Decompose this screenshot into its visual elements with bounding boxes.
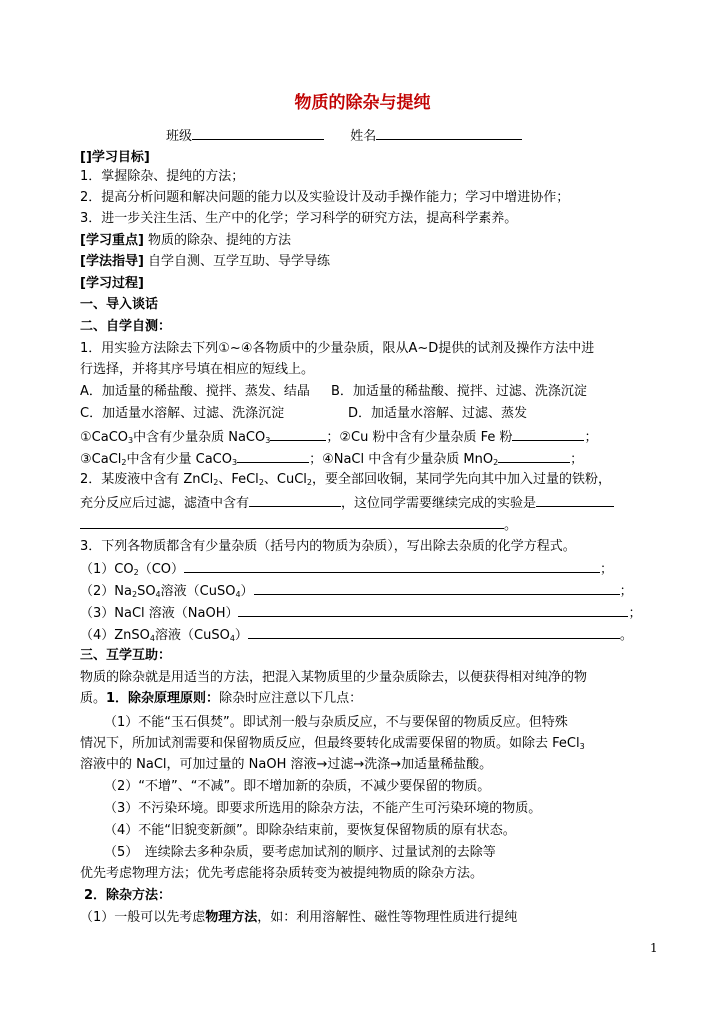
- item-text: （CO）: [138, 562, 184, 577]
- item-text: 充分反应后过滤，滤渣中含有: [80, 496, 250, 511]
- name-blank[interactable]: [376, 127, 522, 140]
- subscript: 2: [213, 478, 219, 487]
- item-text: （1）一般可以先考虑: [80, 910, 206, 925]
- subscript: 2: [133, 568, 139, 577]
- equation-line: [80, 560, 613, 578]
- item-text: 除杂时应注意以下几点：: [219, 691, 363, 706]
- page-title: 物质的除杂与提纯: [294, 93, 431, 113]
- item-text: （1）CO: [80, 562, 134, 577]
- paragraph-text: [80, 691, 362, 707]
- goal-item: 3．进一步关注生活、生产中的化学；学习科学的研究方法，提高科学素养。: [80, 211, 518, 226]
- question-text: 3．下列各物质都含有少量杂质（括号内的物质为杂质），写出除去杂质的化学方程式。: [80, 539, 576, 554]
- focus-line: [80, 233, 291, 249]
- goals-heading: []学习目标]: [80, 150, 150, 165]
- subscript: 2: [258, 478, 264, 487]
- subheading: 2．除杂方法：: [84, 888, 172, 903]
- item-text: 情况下，所加试剂需要和保留物质反应，但最终要转化成需要保留的物质。如除去 FeCl: [80, 736, 580, 751]
- option-b: B．加适量的稀盐酸、搅拌、过滤、洗涤沉淀: [331, 384, 587, 399]
- answer-blank[interactable]: [237, 450, 309, 463]
- rule-item: （3）不污染环境。即要求所选用的除杂方法，不能产生可污染环境的物质。: [104, 801, 542, 816]
- focus-text: 物质的除杂、提纯的方法: [148, 233, 292, 248]
- rule-item: 优先考虑物理方法；优先考虑能将杂质转变为被提纯物质的除杂方法。: [80, 866, 484, 881]
- option-d: D．加适量水溶解、过滤、蒸发: [348, 406, 528, 421]
- question-text: [80, 472, 611, 488]
- item-text: 溶液（CuSO: [160, 584, 236, 599]
- item-text: 2．某废液中含有 ZnCl: [80, 472, 214, 487]
- process-heading: [学习过程]: [80, 276, 144, 291]
- page-number: 1: [650, 941, 658, 955]
- subscript: 4: [149, 634, 155, 643]
- equation-line: [80, 582, 633, 600]
- item-text: ）: [240, 584, 254, 599]
- subscript: 3: [265, 436, 271, 445]
- answer-blank[interactable]: [184, 560, 600, 573]
- item-text: SO: [137, 584, 156, 599]
- item-text: ；: [619, 584, 633, 599]
- item-text: （2）Na: [80, 584, 132, 599]
- subscript: 3: [128, 436, 134, 445]
- item-text: 质。: [80, 691, 107, 706]
- goal-item: 2．提高分析问题和解决问题的能力以及实验设计及动手操作能力；学习中增进协作；: [80, 190, 570, 205]
- item-text: 、FeCl: [218, 472, 259, 487]
- question-text: 行选择，并将其序号填在相应的短线上。: [80, 362, 315, 377]
- subscript: 2: [493, 458, 499, 467]
- subscript: 4: [155, 590, 161, 599]
- answer-blank[interactable]: [270, 428, 326, 441]
- paragraph-text: 物质的除杂就是用适当的方法，把混入某物质里的少量杂质除去，以便获得相对纯净的物: [80, 670, 588, 685]
- subscript: 2: [131, 590, 138, 599]
- subscript: 2: [306, 478, 313, 487]
- section-heading: 三、互学互助：: [80, 648, 172, 663]
- subscript: 4: [235, 590, 241, 599]
- rule-item: （1）不能“玉石俱焚”。即试剂一般与杂质反应，不与要保留的物质反应。但特殊: [104, 715, 568, 730]
- item-text: ；: [628, 606, 642, 621]
- question-text: 1．用实验方法除去下列①~④各物质中的少量杂质，限从A~D提供的试剂及操作方法中进: [80, 341, 595, 356]
- item-text: 溶液（CuSO: [155, 628, 230, 643]
- rule-item: （4）不能“旧貌变新颜”。即除杂结束前，要恢复保留物质的原有状态。: [104, 823, 516, 838]
- class-label: 班级: [166, 129, 193, 144]
- item-text: 。: [619, 628, 633, 643]
- item-text: ③CaCl: [80, 452, 122, 467]
- section-heading: 二、自学自测：: [80, 319, 172, 334]
- item-text: ；②Cu 粉中含有少量杂质 Fe 粉: [326, 430, 513, 445]
- guide-line: [80, 254, 330, 270]
- item-text: ；: [584, 430, 598, 445]
- item-text: ，要全部回收铜，某同学先向其中加入过量的铁粉，: [312, 472, 612, 487]
- guide-text: 自学自测、互学互助、导学导练: [148, 254, 331, 269]
- answer-blank[interactable]: [248, 626, 620, 639]
- answer-blank[interactable]: [80, 516, 504, 529]
- name-label: 姓名: [350, 129, 377, 144]
- class-blank[interactable]: [192, 127, 324, 140]
- header-fields: [166, 127, 522, 145]
- item-text: ，这位同学需要继续完成的实验是: [341, 496, 537, 511]
- item-text: 中含有少量 CaCO: [126, 452, 232, 467]
- rule-item: 溶液中的 NaCl，可加过量的 NaOH 溶液→过滤→洗涤→加适量稀盐酸。: [80, 757, 493, 772]
- focus-label: [学习重点]: [80, 233, 144, 248]
- rule-item: （5） 连续除去多种杂质，要考虑加试剂的顺序、过量试剂的去除等: [104, 845, 496, 860]
- rule-item: [80, 736, 585, 752]
- answer-blank[interactable]: [536, 494, 614, 507]
- section-heading: 一、导入谈话: [80, 297, 159, 312]
- answer-line: [80, 516, 517, 534]
- item-text: 。: [504, 518, 518, 533]
- item-text: ①CaCO: [80, 430, 129, 445]
- rule-item: （2）“不增”、“不减”。即不增加新的杂质，不减少要保留的物质。: [104, 779, 491, 794]
- item-text: ，如：利用溶解性、磁性等物理性质进行提纯: [257, 910, 518, 925]
- fill-line: [80, 428, 598, 446]
- answer-blank[interactable]: [238, 604, 628, 617]
- answer-blank[interactable]: [512, 428, 584, 441]
- method-item: [80, 910, 517, 926]
- equation-line: [80, 604, 642, 622]
- item-text: ；④NaCl 中含有少量杂质 MnO: [309, 452, 494, 467]
- question-text: [80, 494, 614, 512]
- item-text: ；: [570, 452, 584, 467]
- answer-blank[interactable]: [498, 450, 570, 463]
- emphasis-text: 物理方法: [205, 910, 258, 925]
- option-c: C．加适量水溶解、过滤、洗涤沉淀: [80, 406, 285, 421]
- subscript: 2: [121, 458, 127, 467]
- subscript: 4: [229, 634, 235, 643]
- item-text: ；: [600, 562, 614, 577]
- goal-item: 1．掌握除杂、提纯的方法；: [80, 169, 245, 184]
- subscript: 3: [231, 458, 238, 467]
- fill-line: [80, 450, 583, 468]
- answer-blank[interactable]: [254, 582, 620, 595]
- item-text: 中含有少量杂质 NaCO: [133, 430, 266, 445]
- answer-blank[interactable]: [249, 494, 341, 507]
- item-text: （4）ZnSO: [80, 628, 150, 643]
- equation-line: [80, 626, 633, 644]
- subheading: 1．除杂原理原则：: [106, 691, 220, 706]
- item-text: 、CuCl: [263, 472, 307, 487]
- subscript: 3: [579, 742, 585, 751]
- item-text: （3）NaCl 溶液（NaOH）: [80, 606, 239, 621]
- item-text: ）: [234, 628, 248, 643]
- guide-label: [学法指导]: [80, 254, 144, 269]
- option-a: A．加适量的稀盐酸、搅拌、蒸发、结晶: [80, 384, 310, 399]
